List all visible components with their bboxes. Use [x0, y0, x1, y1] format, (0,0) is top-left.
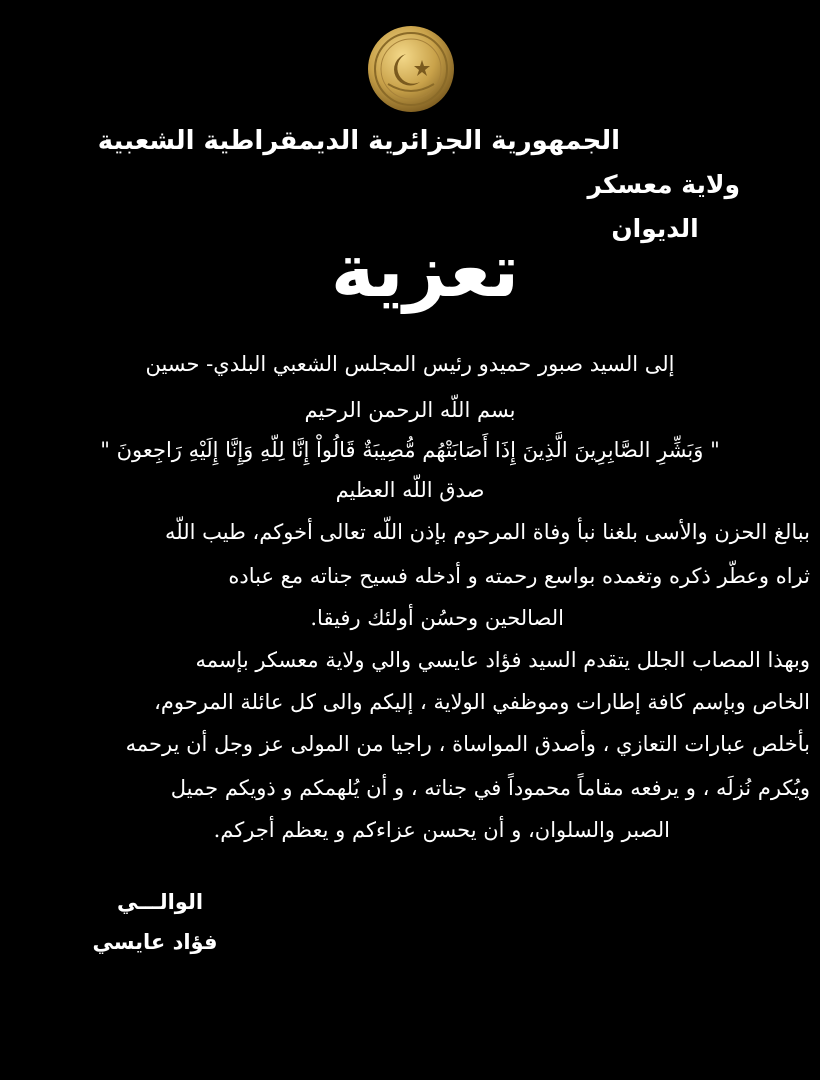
page-title: تعزية	[330, 228, 520, 314]
basmala-line: بسم اللّه الرحمن الرحيم	[304, 398, 516, 422]
verse-line: " وَبَشِّرِ الصَّابِرِينَ الَّذِينَ إِذَا أَصَابَتْهُم مُّصِيبَةٌ قَالُواْ إِنَّا لِلّهِ وَإِنَّا إِلَيْهِ رَاجِعونَ "	[100, 438, 720, 462]
addressee-line: إلى السيد صبور حميدو رئيس المجلس الشعبي البلدي- حسين	[145, 352, 675, 376]
wilaya-heading: ولاية معسكر	[587, 170, 740, 199]
paragraph-2-line-4: ويُكرم نُزلَه ، و يرفعه مقاماً محموداً في جناته ، و أن يُلهمكم و ذويكم جميل	[170, 776, 810, 800]
paragraph-1-line-2: ثراه وعطّر ذكره وتغمده بواسع رحمته و أدخله فسيح جناته مع عباده	[228, 564, 810, 588]
signature-role: الوالـــي	[116, 890, 204, 914]
diwan-heading: الديوان	[611, 214, 699, 243]
republic-heading: الجمهورية الجزائرية الديمقراطية الشعبية	[97, 126, 620, 156]
paragraph-1-line-1: ببالغ الحزن والأسى بلغنا نبأ وفاة المرحوم بإذن اللّه تعالى أخوكم، طيب اللّه	[165, 520, 810, 544]
paragraph-2-line-1: وبهذا المصاب الجلل يتقدم السيد فؤاد عايسي والي ولاية معسكر بإسمه	[195, 648, 810, 672]
paragraph-2-line-3: بأخلص عبارات التعازي ، وأصدق المواساة ، راجيا من المولى عز وجل أن يرحمه	[125, 732, 810, 756]
signature-name: فؤاد عايسي	[92, 930, 218, 954]
sadaqa-line: صدق اللّه العظيم	[335, 478, 485, 502]
paragraph-2-line-5: الصبر والسلوان، و أن يحسن عزاءكم و يعظم أجركم.	[213, 818, 670, 842]
state-seal-icon	[366, 24, 456, 114]
paragraph-2-line-2: الخاص وبإسم كافة إطارات وموظفي الولاية ، إليكم والى كل عائلة المرحوم،	[154, 690, 810, 714]
paragraph-1-line-3: الصالحين وحسُن أولئك رفيقا.	[310, 606, 564, 630]
